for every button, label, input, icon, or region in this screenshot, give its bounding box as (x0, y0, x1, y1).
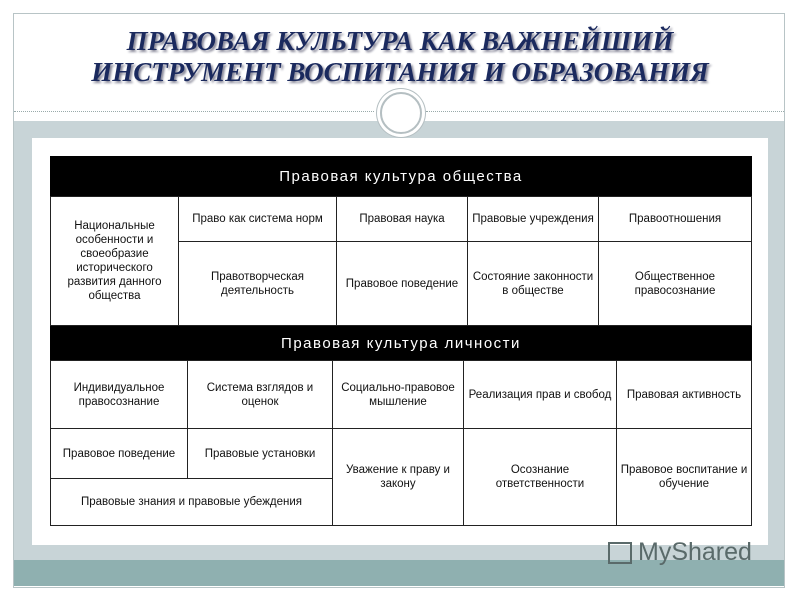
society-cell: Общественное правосознание (598, 241, 752, 326)
personality-cell: Правовые установки (187, 428, 333, 479)
personality-cell: Правовое поведение (50, 428, 188, 479)
society-cell: Национальные особенности и своеобразие исторического развития данного общества (50, 196, 179, 326)
personality-cell: Социально-правовое мышление (332, 360, 464, 429)
personality-cell: Правовое воспитание и обучение (616, 428, 752, 526)
divider-left (14, 111, 374, 112)
society-cell: Состояние законности в обществе (467, 241, 599, 326)
personality-header: Правовая культура личности (50, 326, 752, 360)
presentation-icon (608, 542, 632, 564)
personality-cell: Индивидуальное правосознание (50, 360, 188, 429)
society-header: Правовая культура общества (50, 156, 752, 196)
personality-cell: Правовая активность (616, 360, 752, 429)
personality-cell: Система взглядов и оценок (187, 360, 333, 429)
watermark-logo (608, 538, 752, 567)
title-line-2: ИНСТРУМЕНТ ВОСПИТАНИЯ И ОБРАЗОВАНИЯ (91, 57, 709, 87)
ornament-circle (380, 92, 422, 134)
society-cell: Правотворческая деятельность (178, 241, 337, 326)
personality-cell: Осознание ответственности (463, 428, 617, 526)
personality-cell: Уважение к праву и закону (332, 428, 464, 526)
personality-cell: Реализация прав и свобод (463, 360, 617, 429)
society-cell: Правоотношения (598, 196, 752, 242)
society-cell: Правовое поведение (336, 241, 468, 326)
slide-title (0, 26, 800, 88)
title-line-1: ПРАВОВАЯ КУЛЬТУРА КАК ВАЖНЕЙШИЙ (126, 26, 674, 56)
society-cell: Правовая наука (336, 196, 468, 242)
society-cell: Право как система норм (178, 196, 337, 242)
divider-right (426, 111, 784, 112)
society-cell: Правовые учреждения (467, 196, 599, 242)
personality-cell: Правовые знания и правовые убеждения (50, 478, 333, 526)
logo-text: MyShared (638, 538, 752, 566)
